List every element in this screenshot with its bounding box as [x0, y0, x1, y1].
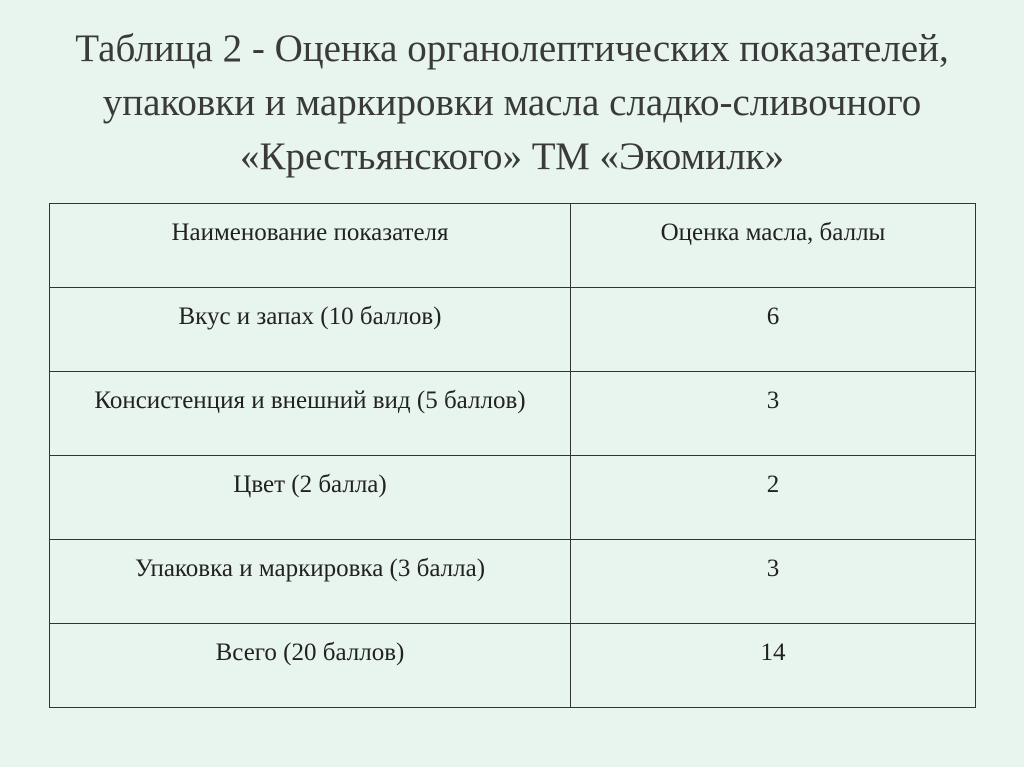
table-row: [50, 288, 976, 372]
title-line-3: «Крестьянского» ТМ «Экомилк»: [240, 135, 784, 178]
page-title: [40, 22, 984, 184]
table-row: [50, 456, 976, 540]
table-header-row: [50, 204, 976, 288]
score-cell: 2: [571, 456, 976, 540]
table-row: [50, 372, 976, 456]
title-line-1: Таблица 2 - Оценка органолептических показателей,: [75, 27, 949, 70]
header-score: Оценка масла, баллы: [571, 204, 976, 288]
scores-table: [49, 203, 976, 708]
title-line-2: упаковки и маркировки масла сладко-сливочного: [102, 81, 922, 124]
table-row: [50, 540, 976, 624]
indicator-cell: Упаковка и маркировка (3 балла): [50, 540, 571, 624]
indicator-cell: Цвет (2 балла): [50, 456, 571, 540]
indicator-cell: Вкус и запах (10 баллов): [50, 288, 571, 372]
score-cell: 3: [571, 372, 976, 456]
indicator-cell: Всего (20 баллов): [50, 624, 571, 708]
score-cell: 3: [571, 540, 976, 624]
score-cell: 14: [571, 624, 976, 708]
table-row-total: [50, 624, 976, 708]
indicator-cell: Консистенция и внешний вид (5 баллов): [50, 372, 571, 456]
score-cell: 6: [571, 288, 976, 372]
header-indicator: Наименование показателя: [50, 204, 571, 288]
